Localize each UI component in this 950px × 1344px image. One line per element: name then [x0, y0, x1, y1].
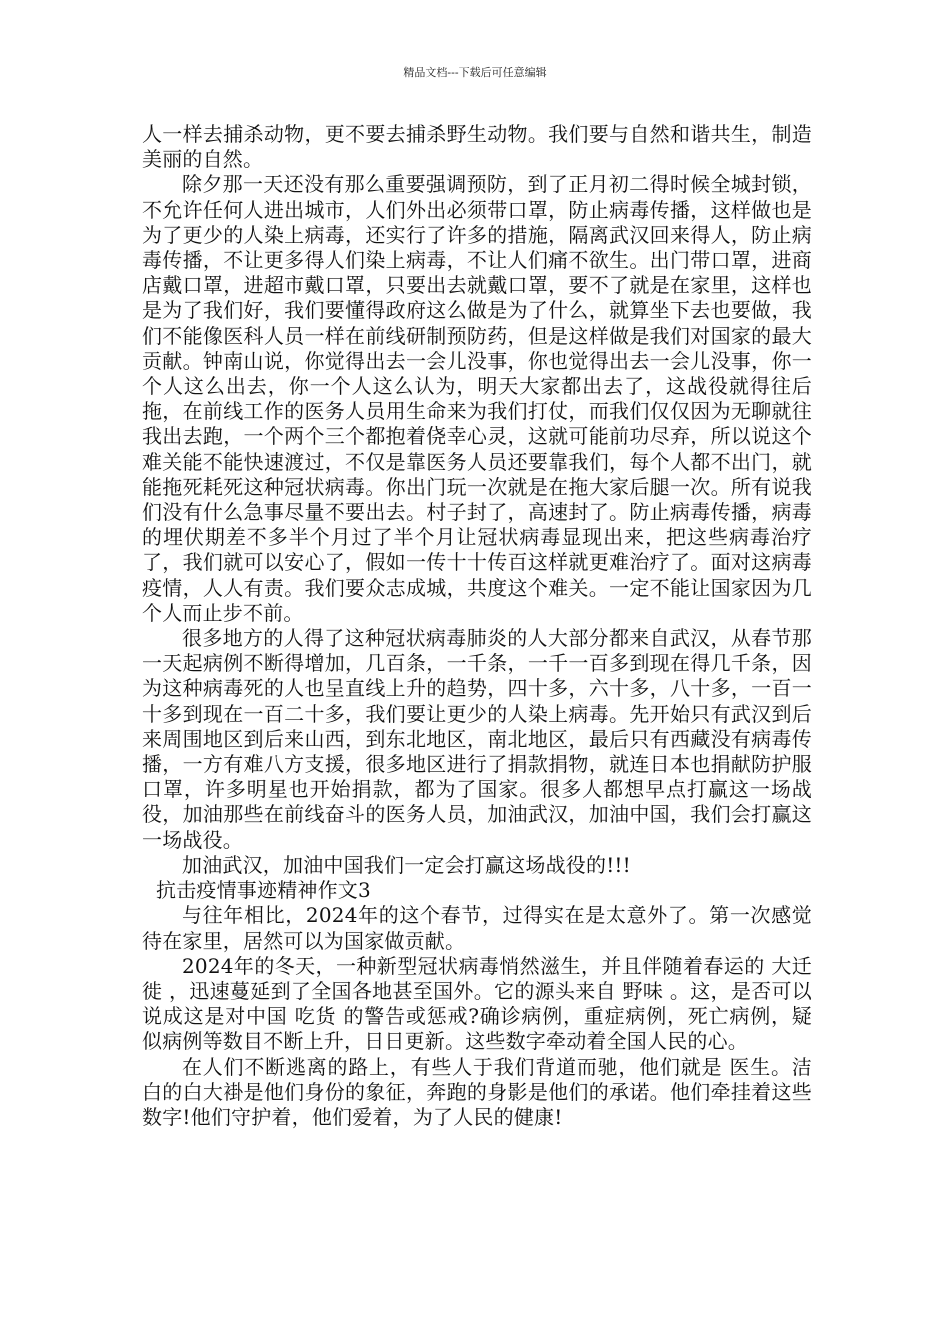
paragraph-continued: 人一样去捕杀动物，更不要去捕杀野生动物。我们要与自然和谐共生，制造美丽的自然。: [142, 122, 812, 172]
paragraph: 除夕那一天还没有那么重要强调预防，到了正月初二得时候全城封锁，不允许任何人进出城市，人们外出必须带口罩，防止病毒传播，这样做也是为了更少的人染上病毒，还实行了许多的措施，隔离武汉回来得人，防止病毒传播，不让更多得人们染上病毒，不让人们痛不欲生。出门带口罩，进商店戴口罩，进超市戴口罩，只要出去就戴口罩，要不了就是在家里，这样也是为了我们好，我们要懂得政府这么做是为了什么，就算坐下去也要做，我们不能像医科人员一样在前线研制预防药，但是这样做是我们对国家的最大贡献。钟南山说，你觉得出去一会儿没事，你也觉得出去一会儿没事，你一个人这么出去，你一个人这么认为，明天大家都出去了，这战役就得往后拖，在前线工作的医务人员用生命来为我们打仗，而我们仅仅因为无聊就往我出去跑，一个两个三个都抱着侥幸心灵，这就可能前功尽弃，所以说这个难关能不能快速渡过，不仅是靠医务人员还要靠我们，每个人都不出门，就能拖死耗死这种冠状病毒。你出门玩一次就是在拖大家后腿一次。所有说我们没有什么急事尽量不要出去。村子封了，高速封了。防止病毒传播，病毒的埋伏期差不多半个月过了半个月让冠状病毒显现出来，把这些病毒治疗了，我们就可以安心了，假如一传十十传百这样就更难治疗了。面对这病毒疫情，人人有责。我们要众志成城，共度这个难关。一定不能让国家因为几个人而止步不前。: [142, 172, 812, 625]
paragraph: 2024年的冬天，一种新型冠状病毒悄然滋生，并且伴随着春运的 大迁徙 ，迅速蔓延到了全国各地甚至国外。它的源头来自 野味 。这，是否可以说成这是对中国 吃货 的警告或惩戒?确诊病例，重症病例，死亡病例，疑似病例等数目不断上升，日日更新。这些数字牵动着全国人民的心。: [142, 953, 812, 1054]
paragraph: 很多地方的人得了这种冠状病毒肺炎的人大部分都来自武汉，从春节那一天起病例不断得增加，几百条，一千条，一千一百多到现在得几千条，因为这种病毒死的人也呈直线上升的趋势，四十多，六十多，八十多，一百一十多到现在一百二十多，我们要让更少的人染上病毒。先开始只有武汉到后来周围地区到后来山西，到东北地区，南北地区，最后只有西藏没有病毒传播，一方有难八方支援，很多地区进行了捐款捐物，就连日本也捐献防护服口罩，许多明星也开始捐款，都为了国家。很多人都想早点打赢这一场战役，加油那些在前线奋斗的医务人员，加油武汉，加油中国，我们会打赢这一场战役。: [142, 626, 812, 852]
paragraph: 加油武汉，加油中国我们一定会打赢这场战役的!!!: [182, 852, 631, 877]
paragraph: 与往年相比，2024年的这个春节，过得实在是太意外了。第一次感觉待在家里，居然可以为国家做贡献。: [142, 903, 812, 953]
paragraph: 在人们不断逃离的路上，有些人于我们背道而驰，他们就是 医生。洁白的白大褂是他们身份的象征，奔跑的身影是他们的承诺。他们牵挂着这些数字!他们守护着，他们爱着，为了人民的健康!: [142, 1054, 812, 1129]
page-header: 精品文档---下载后可任意编辑: [403, 66, 547, 79]
document-body: [142, 122, 812, 1130]
section-heading: 抗击疫情事迹精神作文3: [156, 878, 371, 903]
